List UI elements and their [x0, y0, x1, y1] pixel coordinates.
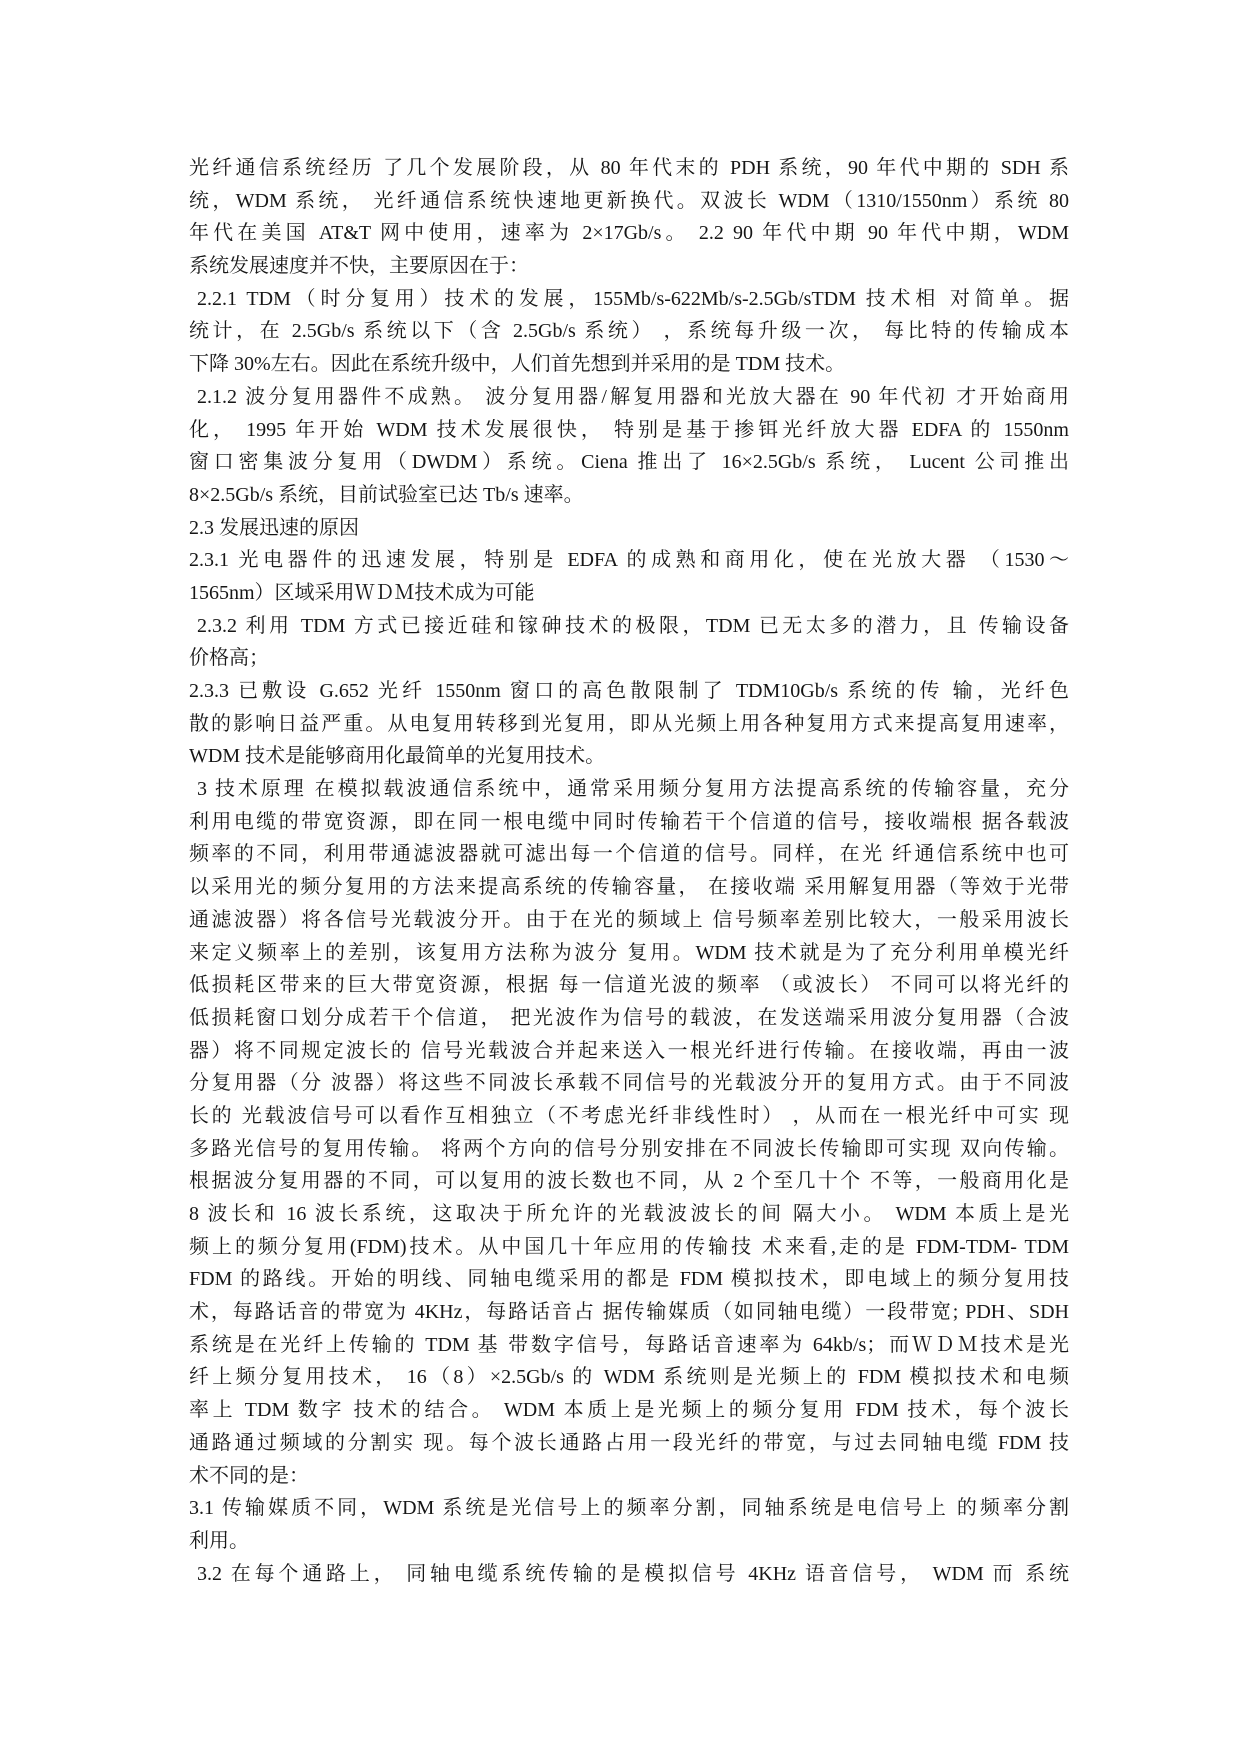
text-line: 频率的不同，利用带通滤波器就可滤出每一个信道的信号。同样，在光 纤通信系统中也可	[189, 843, 1069, 866]
text-line: 根据波分复用器的不同，可以复用的波长数也不同，从 2 个至几十个 不等，一般商用化是	[189, 1170, 1069, 1193]
text-line: 统，WDM 系统， 光纤通信系统快速地更新换代。双波长 WDM（1310/1550nm）系统 80	[189, 189, 1069, 212]
text-line: 2.3.3 已敷设 G.652 光纤 1550nm 窗口的高色散限制了 TDM10Gb/s 系统的传 输，光纤色	[189, 680, 1069, 702]
text-line: 通路通过频域的分割实 现。每个波长通路占用一段光纤的带宽，与过去同轴电缆 FDM 技	[189, 1431, 1069, 1454]
text-line: 1565nm）区域采用ＷＤＭ技术成为可能	[189, 581, 535, 604]
text-line: 纤上频分复用技术， 16（8）×2.5Gb/s 的 WDM 系统则是光频上的 FDM 模拟技术和电频	[189, 1366, 1069, 1389]
text-line: 频上的频分复用(FDM)技术。从中国几十年应用的传输技 术来看,走的是 FDM-TDM- TDM	[189, 1235, 1069, 1258]
text-line: 价格高；	[189, 647, 269, 670]
text-line: 年代在美国 AT&T 网中使用，速率为 2×17Gb/s。 2.2 90 年代中期 90 年代中期，WDM	[189, 222, 1069, 245]
text-line: 统计，在 2.5Gb/s 系统以下（含 2.5Gb/s 系统） ，系统每升级一次， 每比特的传输成本	[189, 320, 1069, 343]
text-line: 窗口密集波分复用（DWDM）系统。Ciena 推出了 16×2.5Gb/s 系统， Lucent 公司推出	[189, 451, 1069, 474]
text-line: 来定义频率上的差别，该复用方法称为波分 复用。WDM 技术就是为了充分利用单模光纤	[189, 941, 1069, 964]
text-line: 多路光信号的复用传输。 将两个方向的信号分别安排在不同波长传输即可实现 双向传输。	[189, 1137, 1069, 1160]
text-line: 化， 1995 年开始 WDM 技术发展很快， 特别是基于掺铒光纤放大器 EDFA 的 1550nm	[189, 418, 1069, 441]
text-line: 系统是在光纤上传输的 TDM 基 带数字信号，每路话音速率为 64kb/s；而ＷＤＭ技术是光	[189, 1333, 1069, 1356]
text-line: 利用电缆的带宽资源，即在同一根电缆中同时传输若干个信道的信号，接收端根 据各载波	[189, 810, 1069, 833]
text-line: 以采用光的频分复用的方法来提高系统的传输容量， 在接收端 采用解复用器（等效于光带	[189, 876, 1069, 899]
text-line: 3 技术原理 在模拟载波通信系统中，通常采用频分复用方法提高系统的传输容量，充分	[197, 778, 1069, 801]
text-line: 3.2 在每个通路上， 同轴电缆系统传输的是模拟信号 4KHz 语音信号， WDM 而 系统	[197, 1562, 1069, 1585]
text-line: 3.1 传输媒质不同，WDM 系统是光信号上的频率分割，同轴系统是电信号上 的频率分割	[189, 1497, 1069, 1520]
text-line: 下降 30%左右。因此在系统升级中，人们首先想到并采用的是 TDM 技术。	[189, 353, 846, 376]
text-line: 术，每路话音的带宽为 4KHz，每路话音占 据传输媒质（如同轴电缆）一段带宽; PDH、SDH	[189, 1301, 1069, 1324]
section-heading: 2.3 发展迅速的原因	[189, 516, 359, 539]
text-line: 术不同的是：	[189, 1464, 309, 1487]
text-line: 8 波长和 16 波长系统，这取决于所允许的光载波波长的间 隔大小。 WDM 本质上是光	[189, 1203, 1069, 1225]
text-line: 8×2.5Gb/s 系统，目前试验室已达 Tb/s 速率。	[189, 483, 584, 506]
text-line: WDM 技术是能够商用化最简单的光复用技术。	[189, 745, 606, 768]
text-line: 通滤波器）将各信号光载波分开。由于在光的频域上 信号频率差别比较大，一般采用波长	[189, 908, 1069, 931]
text-line: FDM 的路线。开始的明线、同轴电缆采用的都是 FDM 模拟技术，即电域上的频分复用技	[189, 1268, 1069, 1291]
document-body	[189, 152, 1069, 1590]
text-line: 长的 光载波信号可以看作互相独立（不考虑光纤非线性时） ，从而在一根光纤中可实 现	[189, 1104, 1069, 1127]
text-line: 率上 TDM 数字 技术的结合。 WDM 本质上是光频上的频分复用 FDM 技术，每个波长	[189, 1399, 1069, 1422]
text-line: 2.1.2 波分复用器件不成熟。 波分复用器/解复用器和光放大器在 90 年代初 才开始商用	[197, 385, 1069, 408]
text-line: 利用。	[189, 1529, 249, 1552]
text-line: 系统发展速度并不快，主要原因在于：	[189, 255, 529, 278]
text-line: 低损耗窗口划分成若干个信道， 把光波作为信号的载波，在发送端采用波分复用器（合波	[189, 1006, 1069, 1029]
text-line: 低损耗区带来的巨大带宽资源，根据 每一信道光波的频率 （或波长） 不同可以将光纤的	[189, 974, 1069, 997]
text-line: 光纤通信系统经历 了几个发展阶段，从 80 年代末的 PDH 系统，90 年代中期的 SDH 系	[189, 157, 1069, 179]
text-line: 2.3.2 利用 TDM 方式已接近硅和镓砷技术的极限，TDM 已无太多的潜力，且 传输设备	[197, 614, 1069, 637]
text-line: 2.2.1 TDM（时分复用）技术的发展，155Mb/s-622Mb/s-2.5Gb/sTDM 技术相 对简单。据	[197, 287, 1069, 310]
text-line: 器）将不同规定波长的 信号光载波合并起来送入一根光纤进行传输。在接收端，再由一波	[189, 1039, 1069, 1062]
text-line: 分复用器（分 波器）将这些不同波长承载不同信号的光载波分开的复用方式。由于不同波	[189, 1072, 1069, 1095]
text-line: 散的影响日益严重。从电复用转移到光复用，即从光频上用各种复用方式来提高复用速率，	[189, 712, 1069, 735]
text-line: 2.3.1 光电器件的迅速发展，特别是 EDFA 的成熟和商用化，使在光放大器 （1530～	[189, 549, 1069, 572]
